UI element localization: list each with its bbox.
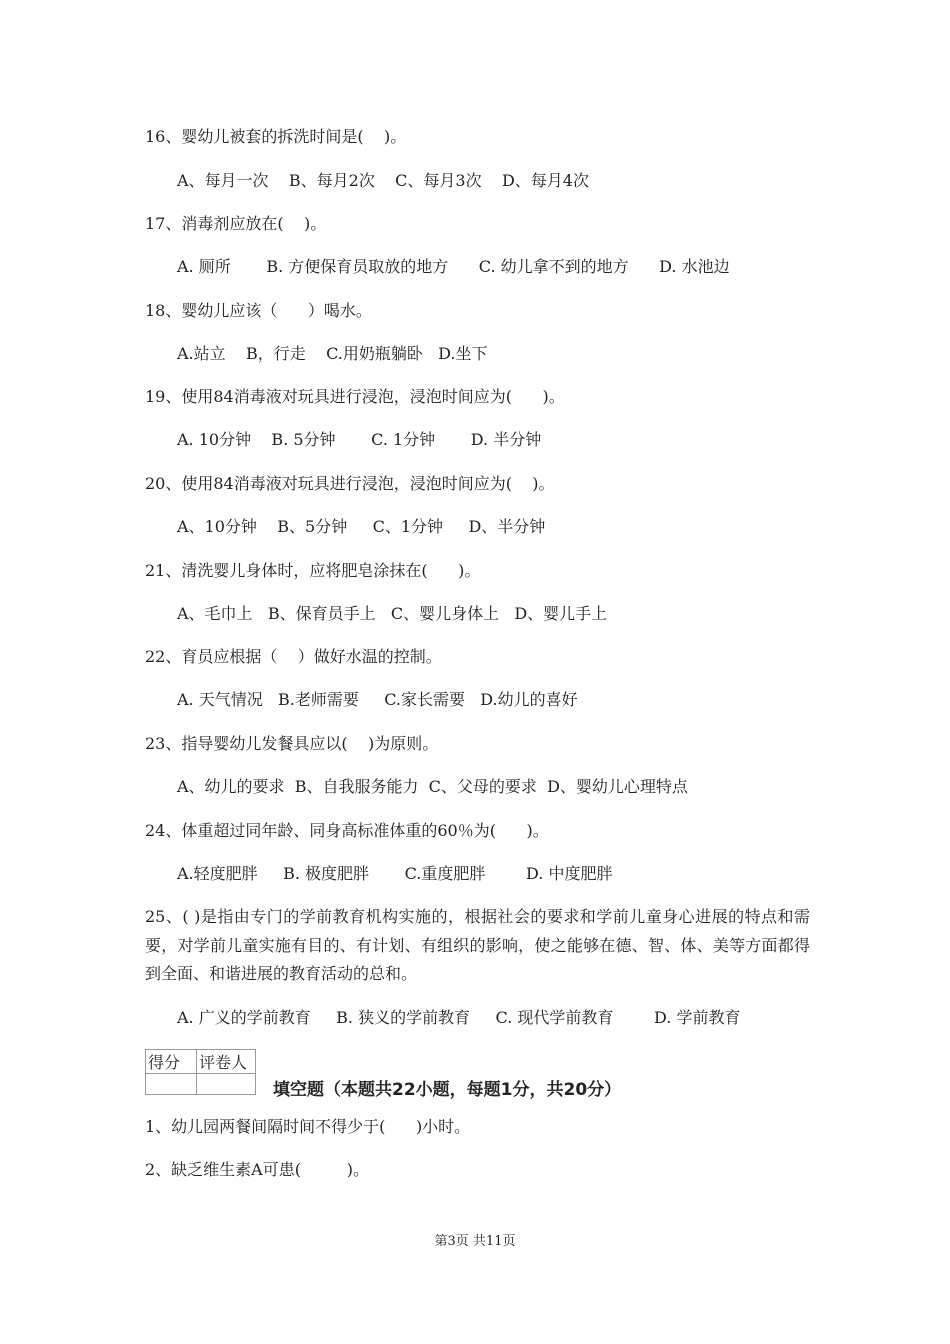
question-21-options: A、毛巾上 B、保育员手上 C、婴儿身体上 D、婴儿手上 bbox=[177, 604, 608, 623]
question-19: 19、使用84消毒液对玩具进行浸泡，浸泡时间应为( )。 bbox=[145, 387, 565, 406]
question-16-options: A、每月一次 B、每月2次 C、每月3次 D、每月4次 bbox=[177, 171, 589, 190]
section-title: 填空题（本题共22小题，每题1分，共20分） bbox=[273, 1080, 622, 1100]
question-22-options: A. 天气情况 B.老师需要 C.家长需要 D.幼儿的喜好 bbox=[177, 690, 578, 709]
grader-label: 评卷人 bbox=[197, 1050, 256, 1074]
question-17-options: A. 厕所 B. 方便保育员取放的地方 C. 幼儿拿不到的地方 D. 水池边 bbox=[177, 257, 730, 276]
question-22: 22、育员应根据（ ）做好水温的控制。 bbox=[145, 647, 442, 666]
fill-question-1: 1、幼儿园两餐间隔时间不得少于( )小时。 bbox=[145, 1117, 471, 1136]
grader-cell bbox=[197, 1074, 256, 1095]
question-17: 17、消毒剂应放在( )。 bbox=[145, 214, 327, 233]
question-20-options: A、10分钟 B、5分钟 C、1分钟 D、半分钟 bbox=[177, 517, 546, 536]
question-23: 23、指导婴幼儿发餐具应以( )为原则。 bbox=[145, 734, 439, 753]
question-21: 21、清洗婴儿身体时，应将肥皂涂抹在( )。 bbox=[145, 561, 481, 580]
question-23-options: A、幼儿的要求 B、自我服务能力 C、父母的要求 D、婴幼儿心理特点 bbox=[177, 777, 688, 796]
question-25-options: A. 广义的学前教育 B. 狭义的学前教育 C. 现代学前教育 D. 学前教育 bbox=[177, 1008, 741, 1027]
fill-question-2: 2、缺乏维生素A可患( )。 bbox=[145, 1160, 369, 1179]
question-18-options: A.站立 B，行走 C.用奶瓶躺卧 D.坐下 bbox=[177, 344, 488, 363]
score-box bbox=[145, 1049, 256, 1095]
score-cell bbox=[146, 1074, 197, 1095]
question-20: 20、使用84消毒液对玩具进行浸泡，浸泡时间应为( )。 bbox=[145, 474, 555, 493]
question-24: 24、体重超过同年龄、同身高标准体重的60％为( )。 bbox=[145, 821, 549, 840]
question-25: 25、( )是指由专门的学前教育机构实施的，根据社会的要求和学前儿童身心进展的特点和需要，对学前儿童实施有目的、有计划、有组织的影响，使之能够在德、智、体、美等方面都得到全面、和谐进展的教育活动的总和。 bbox=[145, 907, 810, 983]
page-footer: 第3页 共11页 bbox=[434, 1234, 516, 1249]
question-19-options: A. 10分钟 B. 5分钟 C. 1分钟 D. 半分钟 bbox=[177, 430, 542, 449]
score-label: 得分 bbox=[146, 1050, 197, 1074]
question-24-options: A.轻度肥胖 B. 极度肥胖 C.重度肥胖 D. 中度肥胖 bbox=[177, 864, 613, 883]
question-16: 16、婴幼儿被套的拆洗时间是( )。 bbox=[145, 127, 407, 146]
question-18: 18、婴幼儿应该（ ）喝水。 bbox=[145, 301, 372, 320]
